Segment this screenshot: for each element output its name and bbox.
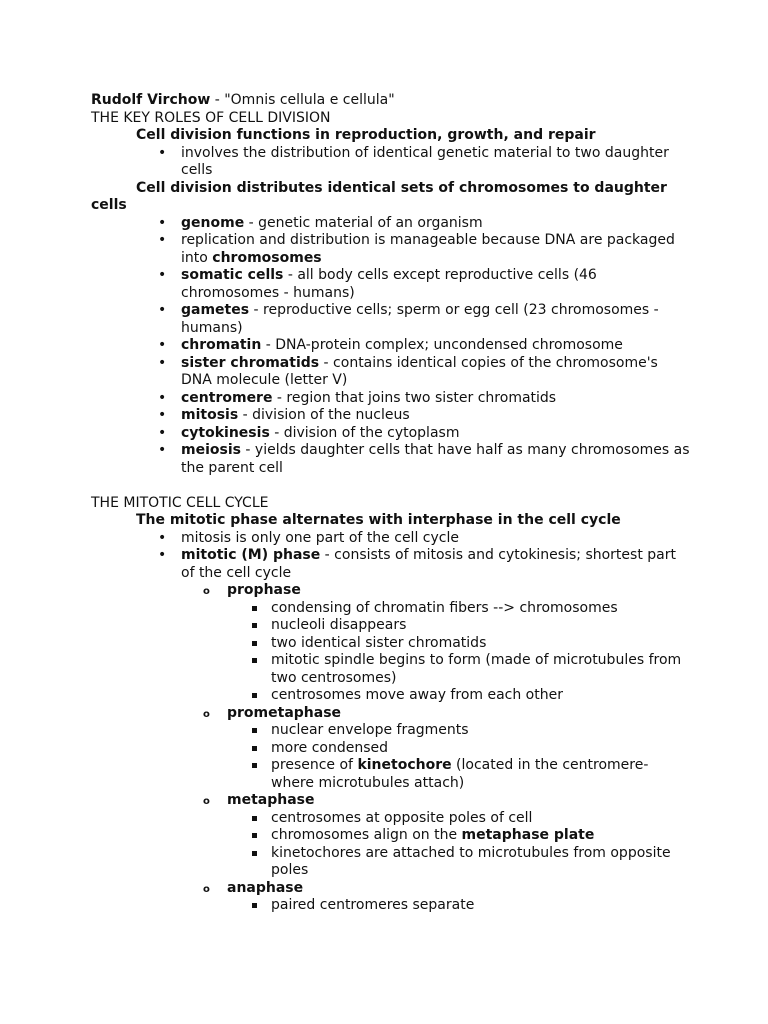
- item-text: chromosomes align on the: [271, 827, 462, 843]
- item-text: (located in the centromere- where microtubules attach): [271, 757, 649, 791]
- term-def: - yields daughter cells that have half as many chromosomes as the parent cell: [181, 442, 690, 476]
- term-item: [91, 407, 691, 425]
- term-def: - DNA-protein complex; uncondensed chromosome: [261, 337, 623, 353]
- list-item: paired centromeres separate: [91, 897, 691, 915]
- item-text: presence of: [271, 757, 358, 773]
- author-quote: - "Omnis cellula e cellula": [210, 92, 395, 108]
- document-content: [91, 92, 691, 915]
- term-def: - genetic material of an organism: [244, 214, 483, 231]
- phase-prometaphase: o prometaphase: [91, 705, 691, 723]
- author-name: Rudolf Virchow: [91, 92, 211, 108]
- term-def: - all body cells except reproductive cells (46 chromosomes - humans): [181, 267, 597, 301]
- term: cytokinesis: [181, 424, 270, 441]
- spacer: [91, 477, 691, 495]
- term-def: - contains identical copies of the chromosome's DNA molecule (letter V): [181, 354, 658, 388]
- sub1-list: [91, 145, 691, 180]
- list-item: condensing of chromatin fibers --> chromosomes: [91, 600, 691, 618]
- list-item: • mitosis is only one part of the cell cycle: [91, 530, 691, 548]
- phase-list: [91, 792, 691, 810]
- term-def: - division of the nucleus: [238, 407, 410, 423]
- term-item: [91, 302, 691, 337]
- term-def: - consists of mitosis and cytokinesis; shortest part of the cell cycle: [181, 547, 676, 581]
- terms-list: [91, 215, 691, 478]
- phase-list: [91, 705, 691, 723]
- term-item: [91, 337, 691, 355]
- term: somatic cells: [181, 267, 284, 283]
- term-item: [91, 355, 691, 390]
- section1-title: THE KEY ROLES OF CELL DIVISION: [91, 109, 331, 126]
- term-item: [91, 390, 691, 408]
- list-item: [91, 757, 691, 792]
- term-item: [91, 215, 691, 233]
- phase-anaphase: o anaphase: [91, 880, 691, 898]
- term: metaphase plate: [461, 827, 595, 843]
- term: gametes: [181, 302, 250, 318]
- prophase-items: [91, 600, 691, 705]
- term-def: - division of the cytoplasm: [269, 424, 460, 441]
- phase-metaphase: o metaphase: [91, 792, 691, 810]
- term: mitotic (M) phase: [181, 547, 321, 563]
- list-item: two identical sister chromatids: [91, 635, 691, 653]
- phase-list: [91, 880, 691, 898]
- term-item: [91, 232, 691, 267]
- header-line: [91, 92, 691, 110]
- list-item: mitotic spindle begins to form (made of microtubules from two centrosomes): [91, 652, 691, 687]
- metaphase-items: [91, 810, 691, 880]
- list-item: centrosomes at opposite poles of cell: [91, 810, 691, 828]
- phase-list: [91, 582, 691, 600]
- section2-heading: The mitotic phase alternates with interphase in the cell cycle: [136, 512, 621, 528]
- list-item: nuclear envelope fragments: [91, 722, 691, 740]
- term: meiosis: [181, 442, 241, 458]
- section2-title: THE MITOTIC CELL CYCLE: [91, 494, 269, 511]
- term-def: - region that joins two sister chromatids: [272, 389, 557, 406]
- term-item: [91, 442, 691, 477]
- term: mitosis: [181, 407, 239, 423]
- cycle-list: [91, 530, 691, 583]
- sub1-heading: Cell division functions in reproduction, growth, and repair: [136, 127, 596, 143]
- list-item: • involves the distribution of identical genetic material to two daughter cells: [91, 145, 691, 180]
- term: centromere: [181, 389, 273, 406]
- term: kinetochore: [357, 757, 452, 773]
- list-item: [91, 827, 691, 845]
- phase-prophase: o prophase: [91, 582, 691, 600]
- list-item: centrosomes move away from each other: [91, 687, 691, 705]
- term: genome: [181, 214, 245, 231]
- term-def: replication and distribution is manageable because DNA are packaged into: [181, 232, 675, 266]
- list-item: kinetochores are attached to microtubules from opposite poles: [91, 845, 691, 880]
- anaphase-items: [91, 897, 691, 915]
- term-item: [91, 425, 691, 443]
- term-item: [91, 267, 691, 302]
- term-def: - reproductive cells; sperm or egg cell (23 chromosomes - humans): [181, 302, 659, 336]
- term: sister chromatids: [181, 354, 320, 371]
- list-item: nucleoli disappears: [91, 617, 691, 635]
- list-item: [91, 547, 691, 582]
- sub2-heading: Cell division distributes identical sets of chromosomes to daughter cells: [91, 179, 667, 213]
- list-item: more condensed: [91, 740, 691, 758]
- prometaphase-items: [91, 722, 691, 792]
- term: chromosomes: [212, 249, 322, 266]
- term: chromatin: [181, 337, 262, 353]
